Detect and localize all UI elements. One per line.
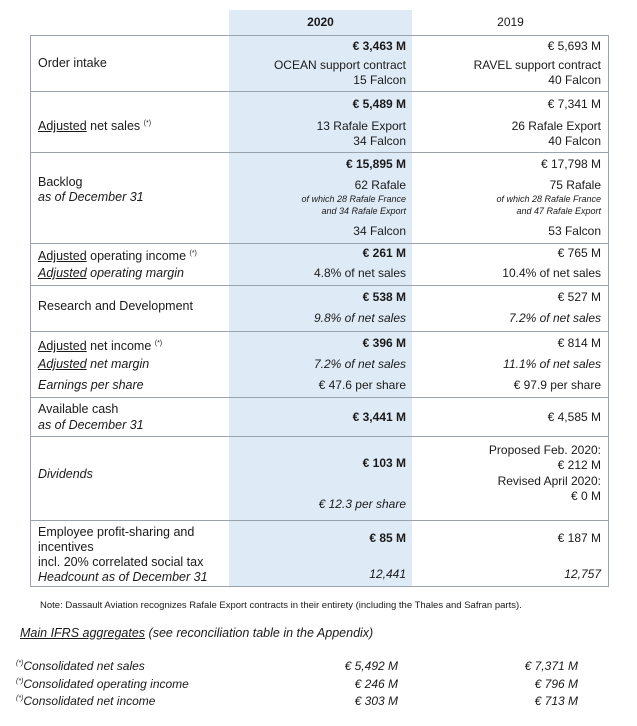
backlog-2020-rafale: 62 Rafale xyxy=(354,178,406,192)
backlog-label: Backlog xyxy=(38,175,83,189)
row-divider xyxy=(30,285,609,286)
aggregate-row-2-2020: € 246 M xyxy=(354,677,398,691)
net-margin-2019: 11.1% of net sales xyxy=(503,357,601,371)
order-intake-label: Order intake xyxy=(38,56,107,70)
eps-2020: € 47.6 per share xyxy=(318,378,406,392)
order-intake-2019-falcon: 40 Falcon xyxy=(548,73,601,87)
aggregate-row-1-2020: € 5,492 M xyxy=(344,659,398,673)
headcount-label: Headcount as of December 31 xyxy=(38,570,208,584)
dividends-2020-per-share: € 12.3 per share xyxy=(318,497,406,511)
aggregate-row-1-label: (*)Consolidated net sales xyxy=(16,659,145,673)
backlog-2019: € 17,798 M xyxy=(540,157,601,171)
backlog-2019-falcon: 53 Falcon xyxy=(548,224,601,238)
backlog-2020-detail-b: and 34 Rafale Export xyxy=(321,206,406,216)
headcount-2020: 12,441 xyxy=(369,567,406,581)
table-border-right xyxy=(608,35,609,586)
row-divider xyxy=(30,436,609,437)
op-income-2020: € 261 M xyxy=(362,246,406,260)
net-sales-2019-falcon: 40 Falcon xyxy=(548,134,601,148)
net-sales-2019-rafale: 26 Rafale Export xyxy=(511,119,601,133)
dividends-label: Dividends xyxy=(38,467,93,481)
eps-label: Earnings per share xyxy=(38,378,144,392)
backlog-2019-detail-a: of which 28 Rafale France xyxy=(496,194,601,204)
profit-sharing-2020: € 85 M xyxy=(369,531,406,545)
op-margin-2020: 4.8% of net sales xyxy=(313,266,406,280)
row-divider xyxy=(30,331,609,332)
aggregate-row-3-label: (*)Consolidated net income xyxy=(16,694,156,708)
dividends-2019-revised: Revised April 2020: xyxy=(497,474,601,488)
table-border-left xyxy=(30,35,31,586)
rnd-label: Research and Development xyxy=(38,299,193,313)
row-divider xyxy=(30,35,609,36)
op-margin-2019: 10.4% of net sales xyxy=(502,266,601,280)
order-intake-2019-desc: RAVEL support contract xyxy=(473,58,601,72)
profit-sharing-label-3: incl. 20% correlated social tax xyxy=(38,555,204,569)
order-intake-2020-falcon: 15 Falcon xyxy=(353,73,406,87)
header-2019: 2019 xyxy=(497,15,524,29)
profit-sharing-label-2: incentives xyxy=(38,540,94,554)
net-income-2019: € 814 M xyxy=(557,336,601,350)
net-sales-2020-falcon: 34 Falcon xyxy=(353,134,406,148)
net-margin-2020: 7.2% of net sales xyxy=(313,357,406,371)
row-divider xyxy=(30,586,609,587)
net-sales-2020: € 5,489 M xyxy=(352,97,406,111)
net-sales-label: Adjusted net sales (*) xyxy=(38,119,152,134)
footnote: Note: Dassault Aviation recognizes Rafale Export contracts in their entirety (including the Thales and Safran parts). xyxy=(40,600,522,611)
net-income-2020: € 396 M xyxy=(362,336,406,350)
dividends-2019-revised-value: € 0 M xyxy=(570,489,601,503)
dividends-2019-proposed: Proposed Feb. 2020: xyxy=(488,443,601,457)
rnd-2020-pct: 9.8% of net sales xyxy=(313,311,406,325)
row-divider xyxy=(30,520,609,521)
aggregate-row-1-2019: € 7,371 M xyxy=(524,659,578,673)
row-divider xyxy=(30,152,609,153)
backlog-2019-detail-b: and 47 Rafale Export xyxy=(516,206,601,216)
cash-label: Available cash xyxy=(38,402,119,416)
net-sales-2019: € 7,341 M xyxy=(547,97,601,111)
order-intake-2020: € 3,463 M xyxy=(352,39,406,53)
order-intake-2019: € 5,693 M xyxy=(547,39,601,53)
profit-sharing-2019: € 187 M xyxy=(557,531,601,545)
rnd-2020: € 538 M xyxy=(362,290,406,304)
net-income-label: Adjusted net income (*) xyxy=(38,339,163,354)
backlog-2019-rafale: 75 Rafale xyxy=(549,178,601,192)
dividends-2019-proposed-value: € 212 M xyxy=(557,458,601,472)
headcount-2019: 12,757 xyxy=(564,567,601,581)
op-income-label: Adjusted operating income (*) xyxy=(38,249,197,264)
eps-2019: € 97.9 per share xyxy=(513,378,601,392)
rnd-2019: € 527 M xyxy=(557,290,601,304)
backlog-2020: € 15,895 M xyxy=(345,157,406,171)
aggregates-title: Main IFRS aggregates (see reconciliation table in the Appendix) xyxy=(20,626,374,640)
op-income-2019: € 765 M xyxy=(557,246,601,260)
aggregate-row-3-2019: € 713 M xyxy=(534,694,578,708)
profit-sharing-label: Employee profit-sharing and xyxy=(38,525,195,539)
net-sales-2020-rafale: 13 Rafale Export xyxy=(316,119,406,133)
order-intake-2020-desc: OCEAN support contract xyxy=(273,58,406,72)
cash-date-label: as of December 31 xyxy=(38,418,144,432)
cash-2019: € 4,585 M xyxy=(547,410,601,424)
aggregate-row-3-2020: € 303 M xyxy=(354,694,398,708)
backlog-2020-falcon: 34 Falcon xyxy=(353,224,406,238)
op-margin-label: Adjusted operating margin xyxy=(38,266,184,280)
row-divider xyxy=(30,243,609,244)
header-2020: 2020 xyxy=(307,15,334,29)
row-divider xyxy=(30,91,609,92)
net-margin-label: Adjusted net margin xyxy=(38,357,150,371)
row-divider xyxy=(30,397,609,398)
backlog-2020-detail-a: of which 28 Rafale France xyxy=(301,194,406,204)
backlog-date-label: as of December 31 xyxy=(38,190,144,204)
aggregate-row-2-label: (*)Consolidated operating income xyxy=(16,677,189,691)
dividends-2020: € 103 M xyxy=(362,456,406,470)
cash-2020: € 3,441 M xyxy=(352,410,406,424)
rnd-2019-pct: 7.2% of net sales xyxy=(508,311,601,325)
aggregate-row-2-2019: € 796 M xyxy=(534,677,578,691)
